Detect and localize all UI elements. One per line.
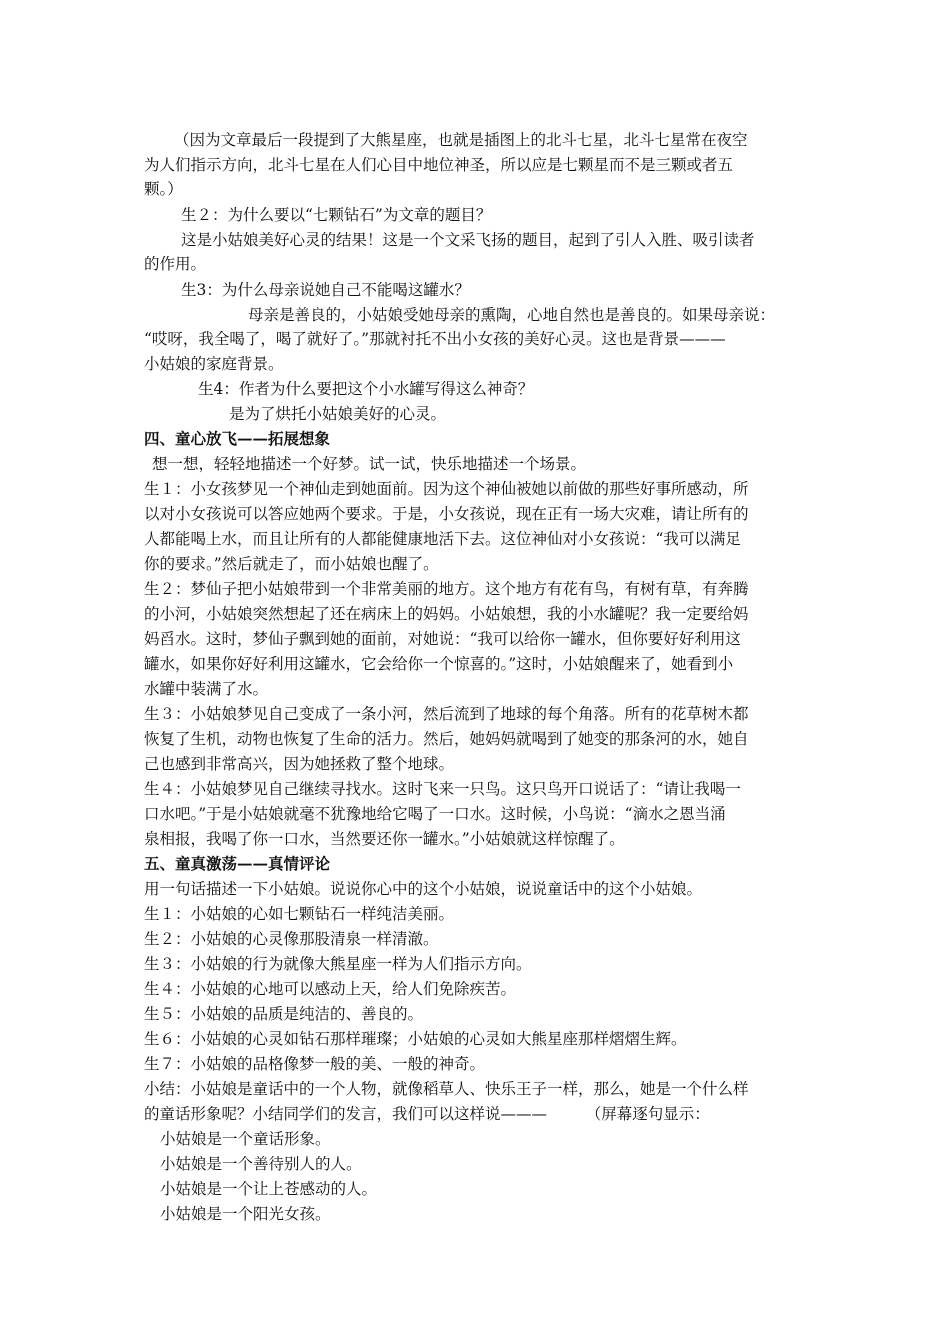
paragraph-line: 生４：小姑娘的心地可以感动上天，给人们免除疾苦。 (144, 980, 517, 998)
paragraph-line: 以对小女孩说可以答应她两个要求。于是，小女孩说，现在正有一场大灾难，请让所有的 (144, 505, 749, 523)
paragraph-line: “哎呀，我全喝了，喝了就好了。”那就衬托不出小女孩的美好心灵。这也是背景——— (144, 330, 726, 348)
paragraph-line: 生２：梦仙子把小姑娘带到一个非常美丽的地方。这个地方有花有鸟，有树有草，有奔腾 (144, 580, 749, 598)
paragraph-line: 小结：小姑娘是童话中的一个人物，就像稻草人、快乐王子一样，那么，她是一个什么样 (144, 1080, 749, 1098)
paragraph-line: 人都能喝上水，而且让所有的人都能健康地活下去。这位神仙对小女孩说：“我可以满足 (144, 530, 741, 548)
paragraph-line: 生２：为什么要以“七颗钻石”为文章的题目？ (181, 206, 492, 224)
paragraph-line: 罐水，如果你好好利用这罐水，它会给你一个惊喜的。”这时，小姑娘醒来了，她看到小 (144, 655, 734, 673)
paragraph-line: 为人们指示方向，北斗七星在人们心目中地位神圣，所以应是七颗星而不是三颗或者五 (144, 156, 734, 174)
paragraph-line: 妈舀水。这时，梦仙子飘到她的面前，对她说：“我可以给你一罐水，但你要好好利用这 (144, 630, 741, 648)
paragraph-line: 生２：小姑娘的心灵像那股清泉一样清澈。 (144, 930, 439, 948)
paragraph-line: 生4：作者为什么要把这个小水罐写得这么神奇？ (198, 380, 534, 398)
paragraph-line: 生７：小姑娘的品格像梦一般的美、一般的神奇。 (144, 1055, 486, 1073)
paragraph-line: 你的要求。”然后就走了，而小姑娘也醒了。 (144, 555, 439, 573)
paragraph-line: 母亲是善良的，小姑娘受她母亲的熏陶，心地自然也是善良的。如果母亲说： (248, 306, 776, 324)
paragraph-line: （因为文章最后一段提到了大熊星座，也就是插图上的北斗七星，北斗七星常在夜空 (174, 131, 748, 149)
paragraph-line: 泉相报，我喝了你一口水，当然要还你一罐水。”小姑娘就这样惊醒了。 (144, 830, 625, 848)
paragraph-line: 的小河，小姑娘突然想起了还在病床上的妈妈。小姑娘想，我的小水罐呢？我一定要给妈 (144, 605, 749, 623)
paragraph-line: 口水吧。”于是小姑娘就毫不犹豫地给它喝了一口水。这时候，小鸟说：“滴水之恩当涌 (144, 805, 726, 823)
paragraph-line: 的童话形象呢？小结同学们的发言，我们可以这样说——— （屏幕逐句显示： (144, 1105, 710, 1123)
paragraph-line: 恢复了生机，动物也恢复了生命的活力。然后，她妈妈就喝到了她变的那条河的水，她自 (144, 730, 749, 748)
section-heading-5: 五、童真激荡——真情评论 (144, 854, 331, 873)
paragraph-line: 生４：小姑娘梦见自己继续寻找水。这时飞来一只鸟。这只鸟开口说话了：“请让我喝一 (144, 780, 741, 798)
paragraph-line: 是为了烘托小姑娘美好的心灵。 (229, 405, 447, 423)
paragraph-line: 生６：小姑娘的心灵如钻石那样璀璨；小姑娘的心灵如大熊星座那样熠熠生辉。 (144, 1030, 687, 1048)
paragraph-line: 水罐中装满了水。 (144, 680, 269, 698)
summary-line: 小姑娘是一个童话形象。 (160, 1130, 331, 1148)
paragraph-line: 颗。） (144, 180, 183, 198)
paragraph-line: 生３：小姑娘梦见自己变成了一条小河，然后流到了地球的每个角落。所有的花草树木都 (144, 705, 749, 723)
paragraph-line: 生１：小女孩梦见一个神仙走到她面前。因为这个神仙被她以前做的那些好事所感动，所 (144, 480, 749, 498)
summary-line: 小姑娘是一个阳光女孩。 (160, 1205, 331, 1223)
paragraph-line: 生５：小姑娘的品质是纯洁的、善良的。 (144, 1005, 424, 1023)
paragraph-line: 己也感到非常高兴，因为她拯救了整个地球。 (144, 755, 455, 773)
paragraph-line: 小姑娘的家庭背景。 (144, 355, 284, 373)
summary-line: 小姑娘是一个善待别人的人。 (160, 1155, 362, 1173)
paragraph-line: 的作用。 (144, 255, 207, 273)
paragraph-line: 用一句话描述一下小姑娘。说说你心中的这个小姑娘，说说童话中的这个小姑娘。 (144, 880, 703, 898)
paragraph-line: 生１：小姑娘的心如七颗钻石一样纯洁美丽。 (144, 905, 455, 923)
paragraph-line: 这是小姑娘美好心灵的结果！这是一个文采飞扬的题目，起到了引人入胜、吸引读者 (181, 231, 755, 249)
section-heading-4: 四、童心放飞——拓展想象 (144, 429, 331, 448)
paragraph-line: 生3：为什么母亲说她自己不能喝这罐水？ (181, 281, 470, 299)
summary-line: 小姑娘是一个让上苍感动的人。 (160, 1180, 378, 1198)
paragraph-line: 生３：小姑娘的行为就像大熊星座一样为人们指示方向。 (144, 955, 532, 973)
paragraph-line: 想一想，轻轻地描述一个好梦。试一试，快乐地描述一个场景。 (152, 455, 587, 473)
